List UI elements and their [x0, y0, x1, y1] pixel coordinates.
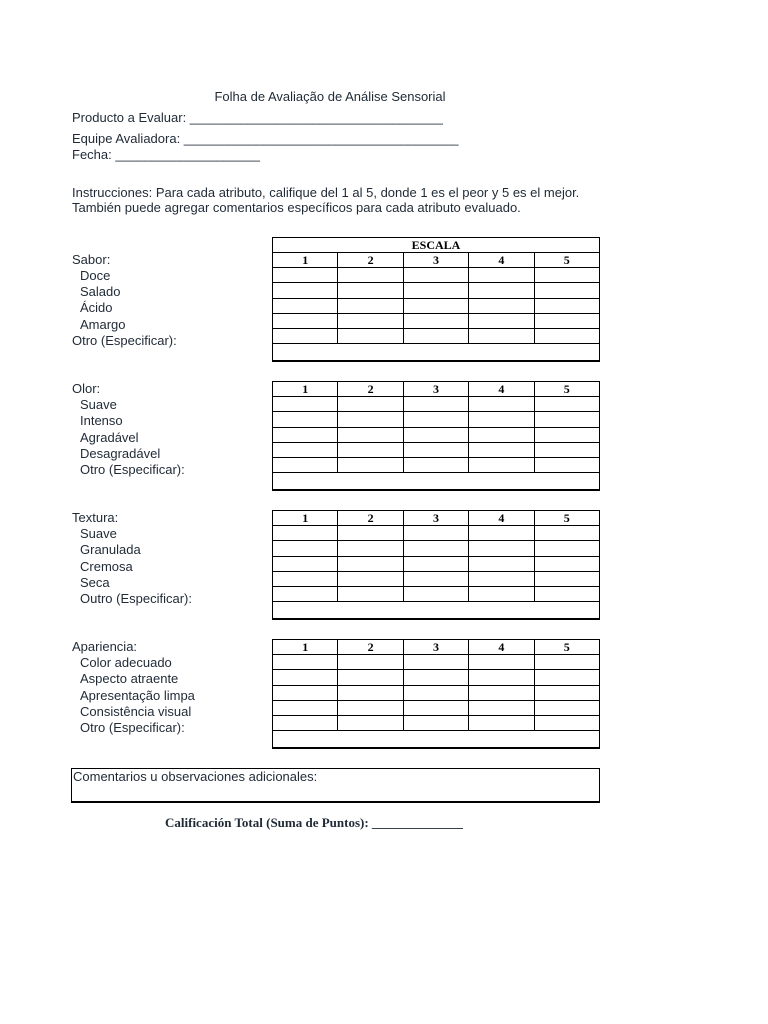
rating-cell[interactable]: [338, 268, 403, 283]
section-heading-textura: Textura:: [72, 510, 119, 525]
rating-cell[interactable]: [403, 283, 468, 298]
comments-label: Comentarios u observaciones adicionales:: [73, 769, 318, 784]
attribute-label: Otro (Especificar):: [80, 720, 185, 735]
scale-row: [273, 253, 600, 268]
rating-cell[interactable]: [469, 655, 534, 670]
rating-cell[interactable]: [403, 427, 468, 442]
instructions-line-2: También puede agregar comentarios específicos para cada atributo evaluado.: [72, 200, 521, 215]
rating-row: [273, 427, 600, 442]
specify-row: [273, 602, 600, 619]
rating-cell[interactable]: [338, 715, 403, 730]
rating-cell[interactable]: [469, 457, 534, 472]
rating-cell[interactable]: [469, 556, 534, 571]
rating-cell[interactable]: [403, 457, 468, 472]
comments-box[interactable]: [71, 768, 600, 803]
rating-cell[interactable]: [403, 715, 468, 730]
scale-number: 3: [403, 382, 468, 397]
rating-cell[interactable]: [534, 541, 599, 556]
rating-cell[interactable]: [534, 655, 599, 670]
scale-row: [273, 511, 600, 526]
scale-row: [273, 640, 600, 655]
rating-cell[interactable]: [338, 397, 403, 412]
attribute-label: Agradável: [80, 430, 139, 445]
rating-cell[interactable]: [273, 397, 338, 412]
rating-cell[interactable]: [534, 268, 599, 283]
rating-cell[interactable]: [273, 571, 338, 586]
rating-cell[interactable]: [403, 541, 468, 556]
attribute-label: Seca: [80, 575, 110, 590]
rating-cell[interactable]: [338, 412, 403, 427]
rating-cell[interactable]: [403, 442, 468, 457]
scale-number: 1: [273, 640, 338, 655]
scale-number: 1: [273, 253, 338, 268]
rating-cell[interactable]: [273, 685, 338, 700]
scale-number: 4: [469, 382, 534, 397]
rating-cell[interactable]: [338, 655, 403, 670]
rating-cell[interactable]: [469, 670, 534, 685]
scale-number: 4: [469, 253, 534, 268]
rating-cell[interactable]: [338, 571, 403, 586]
rating-cell[interactable]: [534, 298, 599, 313]
attribute-label-other: Otro (Especificar):: [72, 333, 177, 348]
rating-grid-olor: [272, 381, 600, 491]
rating-cell[interactable]: [338, 283, 403, 298]
scale-number: 1: [273, 382, 338, 397]
rating-cell[interactable]: [273, 586, 338, 601]
rating-cell[interactable]: [403, 397, 468, 412]
attribute-label: Desagradável: [80, 446, 161, 461]
rating-cell[interactable]: [273, 442, 338, 457]
attribute-label: Color adecuado: [80, 655, 172, 670]
rating-cell[interactable]: [534, 685, 599, 700]
rating-cell[interactable]: [338, 526, 403, 541]
rating-cell[interactable]: [469, 283, 534, 298]
rating-row: [273, 442, 600, 457]
rating-cell[interactable]: [469, 328, 534, 343]
rating-cell[interactable]: [338, 556, 403, 571]
scale-number: 2: [338, 382, 403, 397]
rating-row: [273, 268, 600, 283]
scale-number: 2: [338, 640, 403, 655]
rating-cell[interactable]: [469, 526, 534, 541]
scale-number: 5: [534, 382, 599, 397]
rating-cell[interactable]: [534, 397, 599, 412]
rating-cell[interactable]: [338, 670, 403, 685]
specify-cell[interactable]: [273, 473, 600, 490]
rating-cell[interactable]: [273, 556, 338, 571]
rating-cell[interactable]: [534, 670, 599, 685]
rating-cell[interactable]: [534, 556, 599, 571]
rating-cell[interactable]: [273, 427, 338, 442]
rating-cell[interactable]: [338, 442, 403, 457]
specify-row: [273, 473, 600, 490]
rating-row: [273, 457, 600, 472]
rating-cell[interactable]: [273, 328, 338, 343]
rating-cell[interactable]: [469, 685, 534, 700]
rating-row: [273, 397, 600, 412]
attribute-label: Doce: [80, 268, 111, 283]
attribute-label: Outro (Especificar):: [80, 591, 192, 606]
scale-number: 5: [534, 253, 599, 268]
rating-grid-sabor: [272, 252, 600, 362]
attribute-label: Apresentação limpa: [80, 688, 195, 703]
total-score-field[interactable]: Calificación Total (Suma de Puntos): ______________: [165, 815, 463, 830]
rating-cell[interactable]: [534, 328, 599, 343]
scale-number: 4: [469, 511, 534, 526]
rating-cell[interactable]: [273, 412, 338, 427]
scale-number: 2: [338, 511, 403, 526]
rating-cell[interactable]: [534, 586, 599, 601]
scale-number: 3: [403, 640, 468, 655]
rating-cell[interactable]: [273, 268, 338, 283]
rating-cell[interactable]: [403, 526, 468, 541]
rating-cell[interactable]: [534, 283, 599, 298]
rating-cell[interactable]: [273, 670, 338, 685]
rating-row: [273, 571, 600, 586]
scale-number: 3: [403, 511, 468, 526]
product-field[interactable]: Producto a Evaluar: ___________________________________: [72, 110, 443, 125]
rating-cell[interactable]: [469, 700, 534, 715]
rating-grid-apariencia: [272, 639, 600, 749]
rating-cell[interactable]: [273, 313, 338, 328]
attribute-label: Granulada: [80, 542, 141, 557]
rating-cell[interactable]: [338, 328, 403, 343]
rating-cell[interactable]: [469, 715, 534, 730]
rating-cell[interactable]: [534, 700, 599, 715]
attribute-label: Otro (Especificar):: [80, 462, 185, 477]
team-field[interactable]: Equipe Avaliadora: ______________________________________: [72, 131, 459, 146]
rating-row: [273, 541, 600, 556]
rating-cell[interactable]: [338, 586, 403, 601]
page-title: Folha de Avaliação de Análise Sensorial: [214, 89, 446, 104]
rating-cell[interactable]: [403, 700, 468, 715]
rating-cell[interactable]: [403, 298, 468, 313]
rating-row: [273, 685, 600, 700]
rating-row: [273, 586, 600, 601]
rating-row: [273, 556, 600, 571]
section-heading-apariencia: Apariencia:: [72, 639, 138, 654]
rating-cell[interactable]: [534, 412, 599, 427]
rating-cell[interactable]: [469, 298, 534, 313]
rating-row: [273, 700, 600, 715]
rating-cell[interactable]: [534, 571, 599, 586]
rating-cell[interactable]: [469, 442, 534, 457]
rating-row: [273, 670, 600, 685]
scale-number: 5: [534, 640, 599, 655]
scale-number: 1: [273, 511, 338, 526]
rating-cell[interactable]: [338, 541, 403, 556]
rating-cell[interactable]: [273, 526, 338, 541]
rating-grid-textura: [272, 510, 600, 620]
rating-cell[interactable]: [403, 328, 468, 343]
rating-cell[interactable]: [469, 427, 534, 442]
attribute-label: Cremosa: [80, 559, 133, 574]
rating-cell[interactable]: [469, 541, 534, 556]
attribute-label: Intenso: [80, 413, 123, 428]
rating-cell[interactable]: [469, 412, 534, 427]
rating-cell[interactable]: [403, 571, 468, 586]
specify-cell[interactable]: [273, 731, 600, 748]
date-field[interactable]: Fecha: ____________________: [72, 147, 260, 162]
rating-cell[interactable]: [273, 541, 338, 556]
attribute-label: Salado: [80, 284, 121, 299]
rating-cell[interactable]: [534, 457, 599, 472]
rating-row: [273, 526, 600, 541]
rating-row: [273, 412, 600, 427]
rating-cell[interactable]: [534, 427, 599, 442]
rating-cell[interactable]: [469, 313, 534, 328]
rating-cell[interactable]: [338, 685, 403, 700]
rating-cell[interactable]: [403, 313, 468, 328]
rating-cell[interactable]: [273, 715, 338, 730]
rating-cell[interactable]: [338, 700, 403, 715]
rating-cell[interactable]: [403, 670, 468, 685]
rating-cell[interactable]: [469, 586, 534, 601]
rating-cell[interactable]: [469, 571, 534, 586]
scale-number: 3: [403, 253, 468, 268]
rating-row: [273, 328, 600, 343]
instructions-line-1: Instrucciones: Para cada atributo, califique del 1 al 5, donde 1 es el peor y 5 es el mejor.: [72, 185, 580, 200]
specify-cell[interactable]: [273, 344, 600, 361]
rating-cell[interactable]: [273, 700, 338, 715]
rating-cell[interactable]: [403, 586, 468, 601]
specify-row: [273, 344, 600, 361]
rating-row: [273, 313, 600, 328]
rating-cell[interactable]: [403, 556, 468, 571]
rating-cell[interactable]: [338, 313, 403, 328]
rating-row: [273, 715, 600, 730]
rating-cell[interactable]: [534, 715, 599, 730]
attribute-label: Suave: [80, 397, 117, 412]
section-heading-sabor: Sabor:: [72, 252, 111, 267]
rating-cell[interactable]: [273, 655, 338, 670]
rating-cell[interactable]: [534, 526, 599, 541]
rating-cell[interactable]: [534, 442, 599, 457]
attribute-label: Ácido: [80, 300, 113, 315]
rating-row: [273, 655, 600, 670]
rating-cell[interactable]: [273, 457, 338, 472]
rating-cell[interactable]: [403, 685, 468, 700]
rating-cell[interactable]: [273, 283, 338, 298]
scale-row: [273, 382, 600, 397]
rating-cell[interactable]: [338, 427, 403, 442]
rating-cell[interactable]: [403, 268, 468, 283]
section-heading-olor: Olor:: [72, 381, 101, 396]
attribute-label: Suave: [80, 526, 117, 541]
rating-cell[interactable]: [273, 298, 338, 313]
scale-number: 5: [534, 511, 599, 526]
attribute-label: Aspecto atraente: [80, 671, 179, 686]
attribute-label: Amargo: [80, 317, 126, 332]
rating-cell[interactable]: [469, 268, 534, 283]
rating-row: [273, 298, 600, 313]
specify-row: [273, 731, 600, 748]
rating-cell[interactable]: [338, 298, 403, 313]
rating-cell[interactable]: [338, 457, 403, 472]
rating-cell[interactable]: [403, 655, 468, 670]
rating-row: [273, 283, 600, 298]
scale-number: 2: [338, 253, 403, 268]
scale-header: ESCALA: [272, 237, 600, 252]
rating-cell[interactable]: [534, 313, 599, 328]
rating-cell[interactable]: [403, 412, 468, 427]
attribute-label: Consistência visual: [80, 704, 192, 719]
rating-cell[interactable]: [469, 397, 534, 412]
specify-cell[interactable]: [273, 602, 600, 619]
scale-number: 4: [469, 640, 534, 655]
